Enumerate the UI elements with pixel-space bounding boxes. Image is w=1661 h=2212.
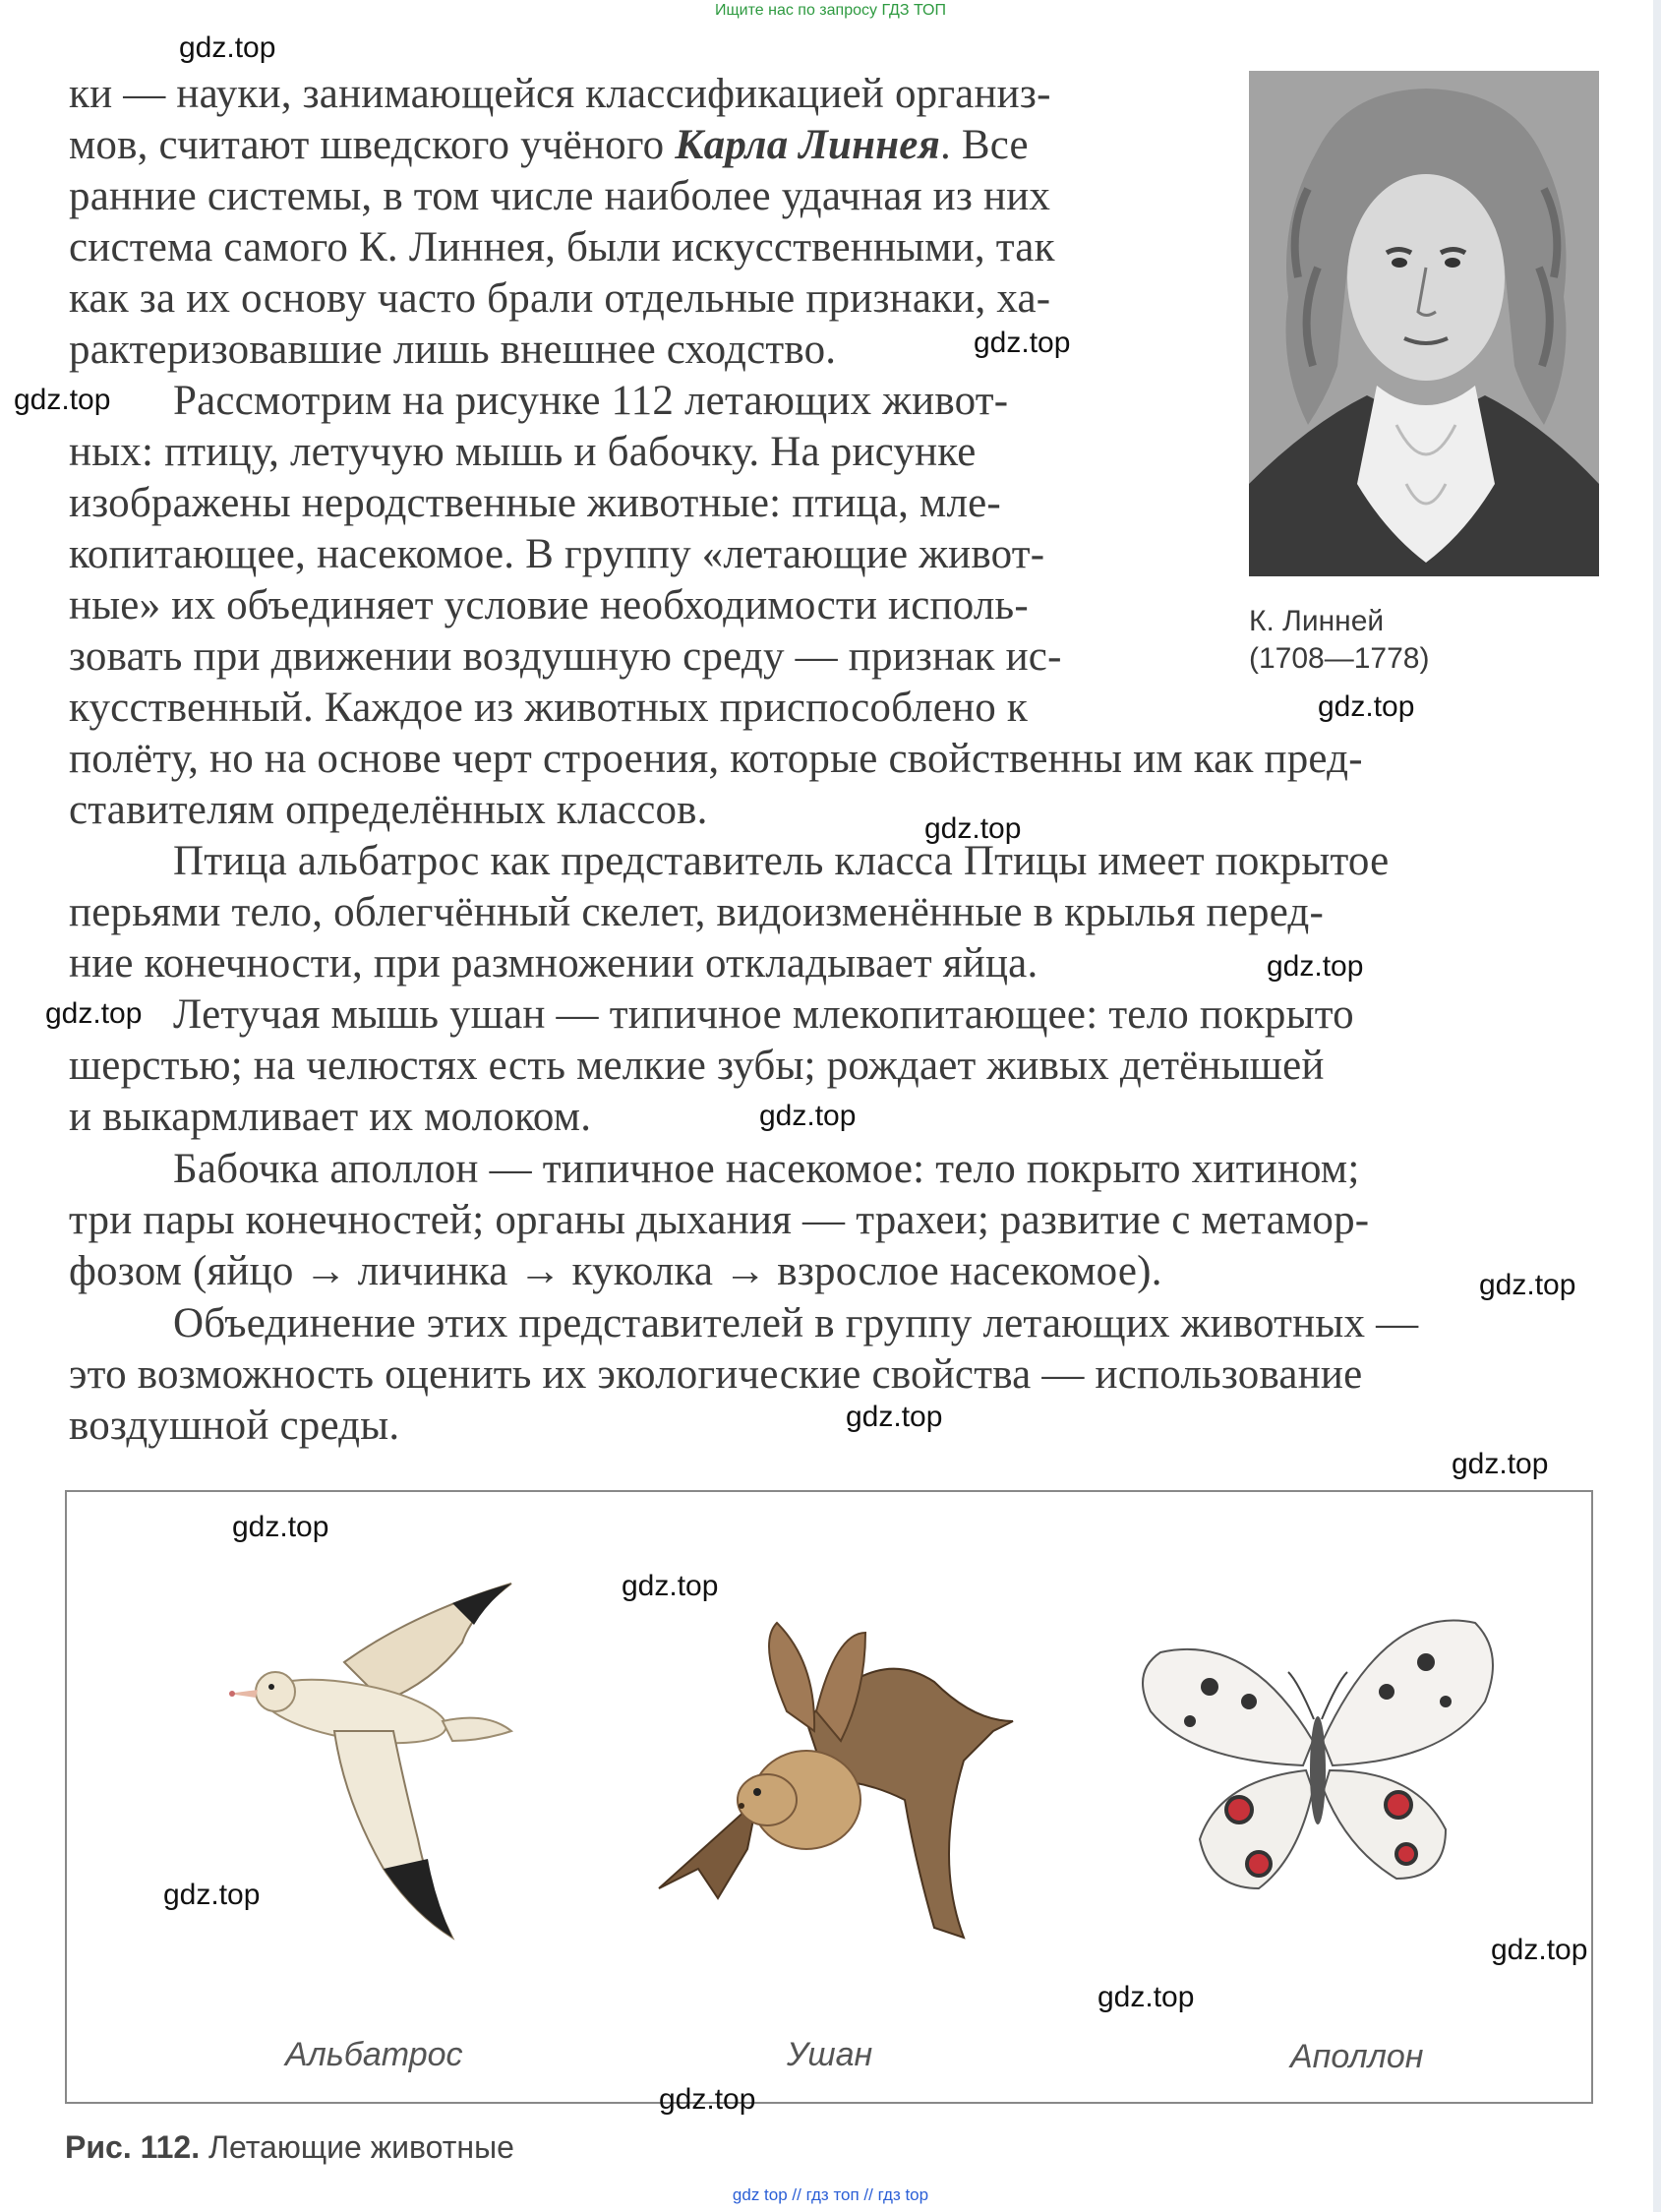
figure-title: Летающие животные	[200, 2129, 514, 2165]
watermark: gdz.top	[846, 1401, 943, 1433]
top-search-note[interactable]: Ищите нас по запросу ГДЗ ТОП	[715, 2, 946, 19]
watermark: gdz.top	[1267, 950, 1364, 983]
text-line: кусственный. Каждое из животных приспособлено к	[69, 685, 1028, 731]
butterfly-label: Аполлон	[1290, 2038, 1424, 2075]
text-line	[69, 120, 1029, 171]
watermark: gdz.top	[1479, 1269, 1576, 1301]
watermark: gdz.top	[1318, 690, 1415, 723]
text-line: ки — науки, занимающейся классификацией организ-	[69, 71, 1051, 117]
text-line: ние конечности, при размножении откладывает яйца.	[69, 940, 1038, 986]
text-line: изображены неродственные животные: птица, мле-	[69, 480, 1001, 526]
watermark: gdz.top	[14, 384, 111, 416]
text-line: ранние системы, в том числе наиболее удачная из них	[69, 173, 1051, 219]
watermark: gdz.top	[232, 1511, 329, 1543]
text-line: воздушной среды.	[69, 1403, 400, 1449]
portrait-caption-years: (1708—1778)	[1249, 642, 1430, 675]
watermark: gdz.top	[759, 1100, 857, 1132]
albatross-label: Альбатрос	[285, 2036, 463, 2073]
text-line: ные» их объединяет условие необходимости исполь-	[69, 582, 1029, 628]
text-line: ных: птицу, летучую мышь и бабочку. На рисунке	[69, 429, 977, 475]
figure-caption	[65, 2129, 514, 2166]
portrait-caption-name: К. Линней	[1249, 605, 1385, 637]
text-line: фозом (яйцо → личинка → куколка → взрослое насекомое).	[69, 1248, 1162, 1294]
text-line: рактеризовавшие лишь внешнее сходство.	[69, 327, 837, 373]
portrait-illustration	[1249, 71, 1599, 576]
text-line: полёту, но на основе черт строения, которые свойственны им как пред-	[69, 736, 1363, 782]
watermark: gdz.top	[659, 2083, 756, 2116]
watermark: gdz.top	[163, 1879, 261, 1911]
text-line: ставителям определённых классов.	[69, 787, 708, 833]
scientist-name: Карла Линнея	[675, 122, 940, 168]
linnaeus-portrait	[1249, 71, 1599, 576]
figure-number: Рис. 112.	[65, 2129, 201, 2165]
text-line: и выкармливает их молоком.	[69, 1094, 592, 1140]
text-span: мов, считают шведского учёного	[69, 122, 676, 168]
bat-illustration	[639, 1603, 1023, 1957]
bat-label: Ушан	[787, 2036, 873, 2073]
watermark: gdz.top	[974, 327, 1071, 359]
albatross-illustration	[216, 1574, 531, 1947]
watermark: gdz.top	[179, 31, 276, 64]
text-line: Объединение этих представителей в группу летающих животных —	[173, 1300, 1419, 1346]
text-line: перьями тело, облегчённый скелет, видоизменённые в крылья перед-	[69, 889, 1325, 935]
text-line: Рассмотрим на рисунке 112 летающих живот-	[173, 378, 1009, 424]
footer-links[interactable]: gdz top // гдз топ // гдз top	[732, 2185, 929, 2204]
text-span: . Все	[939, 122, 1029, 168]
text-line: это возможность оценить их экологические свойства — использование	[69, 1351, 1363, 1398]
text-line: шерстью; на челюстях есть мелкие зубы; рождает живых детёнышей	[69, 1043, 1325, 1089]
text-line: Летучая мышь ушан — типичное млекопитающее: тело покрыто	[173, 991, 1354, 1038]
text-line: Бабочка аполлон — типичное насекомое: тело покрыто хитином;	[173, 1146, 1360, 1192]
watermark: gdz.top	[622, 1570, 719, 1602]
watermark: gdz.top	[1491, 1934, 1588, 1966]
page-edge	[1653, 0, 1661, 2212]
text-line: зовать при движении воздушную среду — признак ис-	[69, 633, 1062, 680]
text-line: копитающее, насекомое. В группу «летающие живот-	[69, 531, 1045, 577]
text-line: Птица альбатрос как представитель класса Птицы имеет покрытое	[173, 838, 1390, 884]
text-line: три пары конечностей; органы дыхания — трахеи; развитие с метамор-	[69, 1197, 1370, 1243]
watermark: gdz.top	[1452, 1448, 1549, 1480]
watermark: gdz.top	[45, 997, 143, 1030]
watermark: gdz.top	[924, 812, 1022, 845]
text-line: как за их основу часто брали отдельные признаки, ха-	[69, 275, 1051, 322]
butterfly-illustration	[1131, 1593, 1505, 1918]
text-line: система самого К. Линнея, были искусственными, так	[69, 224, 1055, 270]
watermark: gdz.top	[1097, 1981, 1195, 2013]
